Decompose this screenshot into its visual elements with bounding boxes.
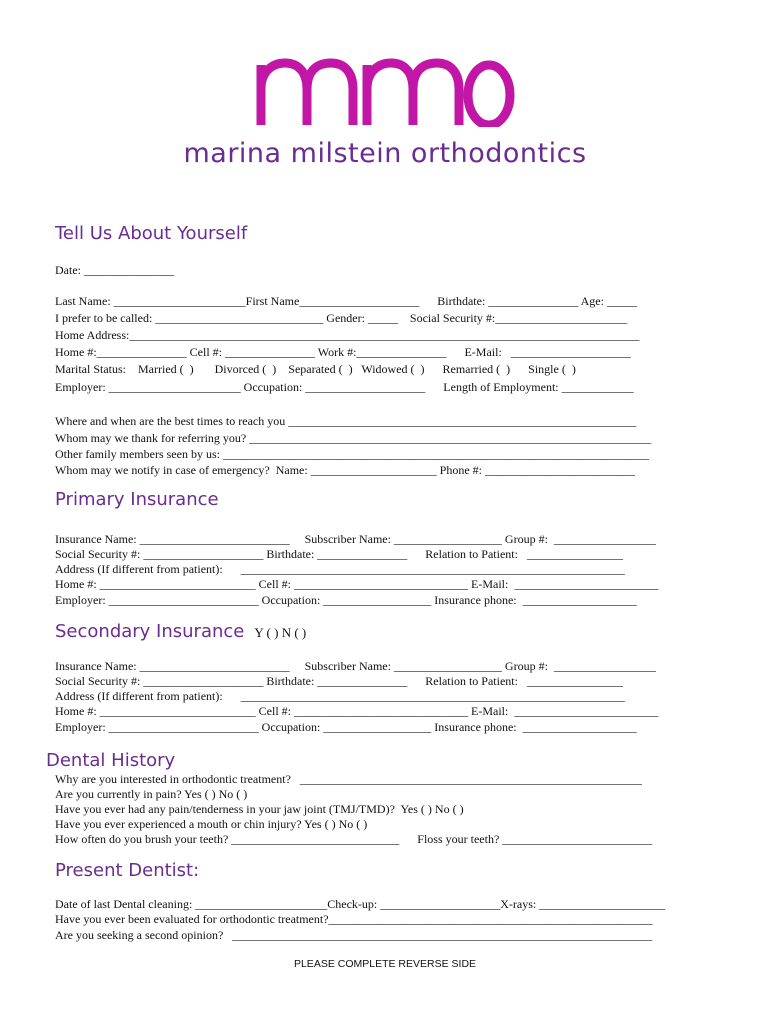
primary-ssn-line: Social Security #: ____________________ Birthdate: _______________ Relation to Patient: ________________ xyxy=(55,547,623,561)
brand-name: marina milstein orthodontics xyxy=(183,138,587,169)
orthodontic-interest-line: Why are you interested in orthodontic treatment? _________________________________________________________ xyxy=(55,772,642,786)
family-members-line: Other family members seen by us: _______________________________________________________________________ xyxy=(55,447,649,461)
home-address-line: Home Address:_____________________________________________________________________________________ xyxy=(55,328,640,342)
secondary-insurance-name-line: Insurance Name: _________________________ Subscriber Name: __________________ Group #: _________________ xyxy=(55,659,656,673)
injury-question-line: Have you ever experienced a mouth or chin injury? Yes ( ) No ( ) xyxy=(55,817,368,831)
section-title-dental-history: Dental History xyxy=(46,750,176,771)
primary-employer-line: Employer: _________________________ Occupation: __________________ Insurance phone: ___________________ xyxy=(55,593,637,607)
secondary-ssn-line: Social Security #: ____________________ Birthdate: _______________ Relation to Patient: ________________ xyxy=(55,674,623,688)
marital-status-line: Marital Status: Married ( ) Divorced ( ) Separated ( ) Widowed ( ) Remarried ( ) Single ( ) xyxy=(55,362,576,376)
primary-insurance-name-line: Insurance Name: _________________________ Subscriber Name: __________________ Group #: _________________ xyxy=(55,532,656,546)
section-title-present-dentist: Present Dentist: xyxy=(55,860,200,881)
brushing-line: How often do you brush your teeth? ____________________________ Floss your teeth? _________________________ xyxy=(55,832,653,846)
tmj-question-line: Have you ever had any pain/tenderness in your jaw joint (TMJ/TMD)? Yes ( ) No ( ) xyxy=(55,802,464,816)
section-title-primary-insurance: Primary Insurance xyxy=(55,489,219,510)
employer-line: Employer: ______________________ Occupation: ____________________ Length of Employment: ____________ xyxy=(55,380,634,394)
pain-question-line: Are you currently in pain? Yes ( ) No ( ) xyxy=(55,787,248,801)
phone-line: Home #:_______________ Cell #: _______________ Work #:_______________ E-Mail: ____________________ xyxy=(55,345,631,359)
secondary-employer-line: Employer: _________________________ Occupation: __________________ Insurance phone: ___________________ xyxy=(55,720,637,734)
preferred-name-line: I prefer to be called: ____________________________ Gender: _____ Social Security #:______________________ xyxy=(55,311,628,325)
secondary-insurance-title: Secondary Insurance xyxy=(55,621,245,642)
evaluated-line: Have you ever been evaluated for orthodontic treatment?______________________________________________________ xyxy=(55,912,653,926)
mmo-monogram-logo xyxy=(255,55,515,127)
name-line: Last Name: ______________________First Name____________________ Birthdate: _______________ Age: _____ xyxy=(55,294,637,308)
second-opinion-line: Are you seeking a second opinion? ______________________________________________________________________ xyxy=(55,928,653,942)
referral-line: Whom may we thank for referring you? ___________________________________________________________________ xyxy=(55,431,652,445)
footer-note: PLEASE COMPLETE REVERSE SIDE xyxy=(293,958,477,970)
reach-times-line: Where and when are the best times to reach you __________________________________________________________ xyxy=(55,414,637,428)
logo xyxy=(0,55,770,127)
section-title-about: Tell Us About Yourself xyxy=(55,223,248,244)
emergency-contact-line: Whom may we notify in case of emergency? Name: _____________________ Phone #: _________________________ xyxy=(55,463,636,477)
primary-address-line: Address (If different from patient): ________________________________________________________________ xyxy=(55,562,625,576)
secondary-insurance-yes-no: Y ( ) N ( ) xyxy=(254,625,307,640)
secondary-address-line: Address (If different from patient): ________________________________________________________________ xyxy=(55,689,625,703)
date-line: Date: _______________ xyxy=(55,263,174,277)
section-title-secondary-insurance xyxy=(55,621,306,642)
secondary-phone-line: Home #: __________________________ Cell #: _____________________________ E-Mail: ________________________ xyxy=(55,704,659,718)
last-cleaning-line: Date of last Dental cleaning: ______________________Check-up: ____________________X-rays: _____________________ xyxy=(55,897,666,911)
primary-phone-line: Home #: __________________________ Cell #: _____________________________ E-Mail: ________________________ xyxy=(55,577,659,591)
